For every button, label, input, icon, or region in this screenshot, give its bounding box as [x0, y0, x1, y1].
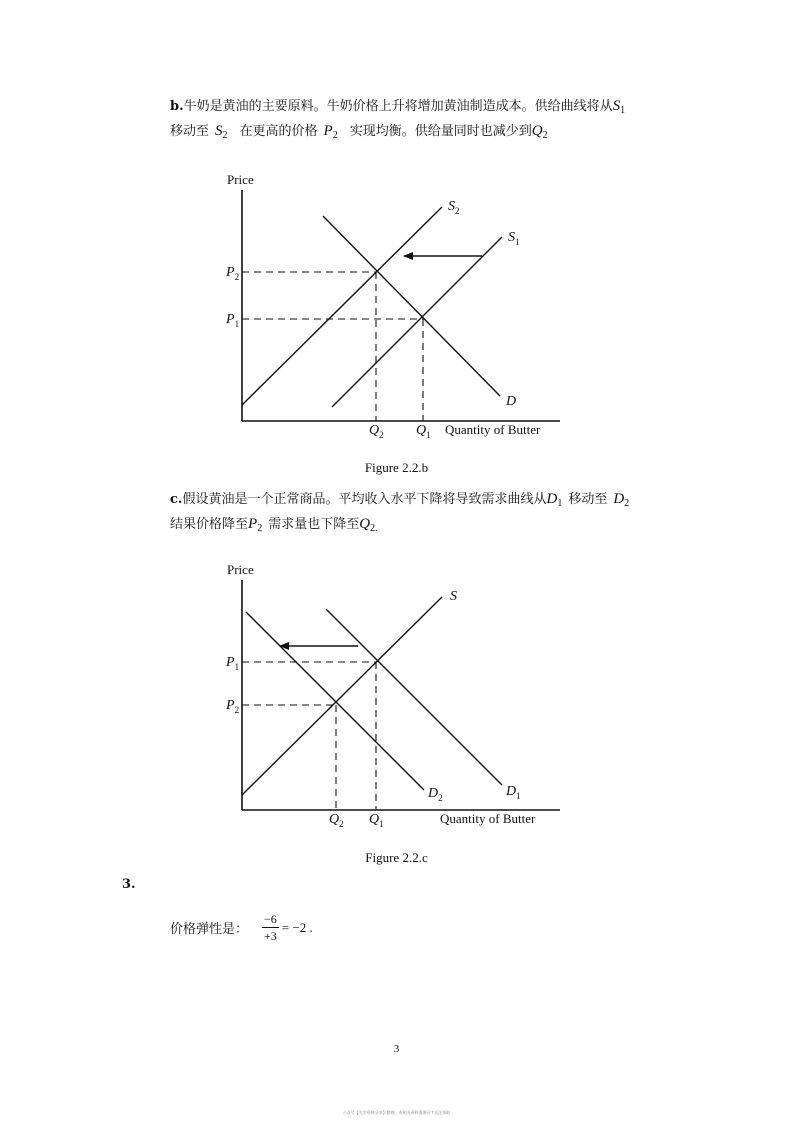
label-p1: $P_1$	[226, 312, 240, 329]
demand-curve-d2	[246, 612, 424, 790]
x-axis-label: Quantity of Butter	[445, 422, 541, 437]
var-q2: $Q_{2.}$	[359, 516, 378, 534]
figure-c-caption: Figure 2.2.c	[365, 850, 428, 865]
paragraph-c-text-1: 假设黄油是一个正常商品。平均收入水平下降将导致需求曲线从	[182, 492, 547, 507]
part-b-label: b.	[170, 99, 184, 114]
section-3-number: 3.	[122, 877, 136, 892]
x-axis-label: Quantity of Butter	[440, 811, 536, 826]
elasticity-fraction	[262, 912, 279, 943]
label-s: S	[450, 589, 457, 604]
paragraph-b-text-1: 牛奶是黄油的主要原料。牛奶价格上升将增加黄油制造成本。供给曲线将从	[183, 99, 613, 114]
y-axis-label: Price	[227, 172, 254, 187]
var-s2: $S_2$	[215, 123, 228, 141]
page-number: 3	[393, 1043, 400, 1055]
fraction-numerator: −6	[264, 912, 277, 926]
var-d1: $D_1$	[546, 491, 563, 509]
supply-curve-s	[242, 597, 442, 795]
price-elasticity-formula	[170, 912, 313, 943]
elasticity-label: 价格弹性是：	[170, 922, 249, 937]
label-p2: $P_2$	[226, 265, 240, 282]
var-p2: $P_2$	[323, 123, 338, 141]
label-q2: $Q_2$	[369, 423, 384, 440]
label-p1: $P_1$	[226, 655, 240, 672]
label-q1: $Q_1$	[416, 423, 431, 440]
paragraph-b-text-4: 实现均衡。供给量同时也减少到	[349, 124, 532, 139]
label-p2: $P_2$	[226, 698, 240, 715]
fraction-denominator: +3	[264, 929, 277, 943]
paragraph-b-text-2: 移动至	[170, 124, 210, 139]
var-d2: $D_2$	[613, 491, 630, 509]
label-d1: $D_1$	[506, 784, 521, 801]
elasticity-result: = −2 .	[281, 919, 313, 935]
label-q1: $Q_1$	[369, 812, 384, 829]
label-d: D	[506, 394, 517, 409]
part-c-label: c.	[170, 492, 183, 507]
footer-note: 公众号【大学资料分享】整理，有相关资料需要可↑关注获取	[342, 1110, 451, 1115]
label-s2: $S_2$	[448, 199, 460, 216]
paragraph-c-text-2: 移动至	[568, 492, 608, 507]
paragraph-c-text-3: 结果价格降至	[170, 517, 249, 532]
label-q2: $Q_2$	[329, 812, 344, 829]
var-p2: $P_2$	[248, 516, 263, 534]
paragraph-c-text-4: 需求量也下降至	[268, 517, 360, 532]
y-axis-label: Price	[227, 562, 254, 577]
label-s1: $S_1$	[508, 230, 520, 247]
paragraph-b-text-3: 在更高的价格	[239, 124, 318, 139]
demand-curve-d1	[326, 609, 502, 785]
label-d2: $D_2$	[428, 786, 443, 803]
figure-b-caption: Figure 2.2.b	[364, 460, 429, 475]
var-q2: $Q_2$	[531, 123, 548, 141]
var-s1: $S_1$	[612, 98, 626, 116]
